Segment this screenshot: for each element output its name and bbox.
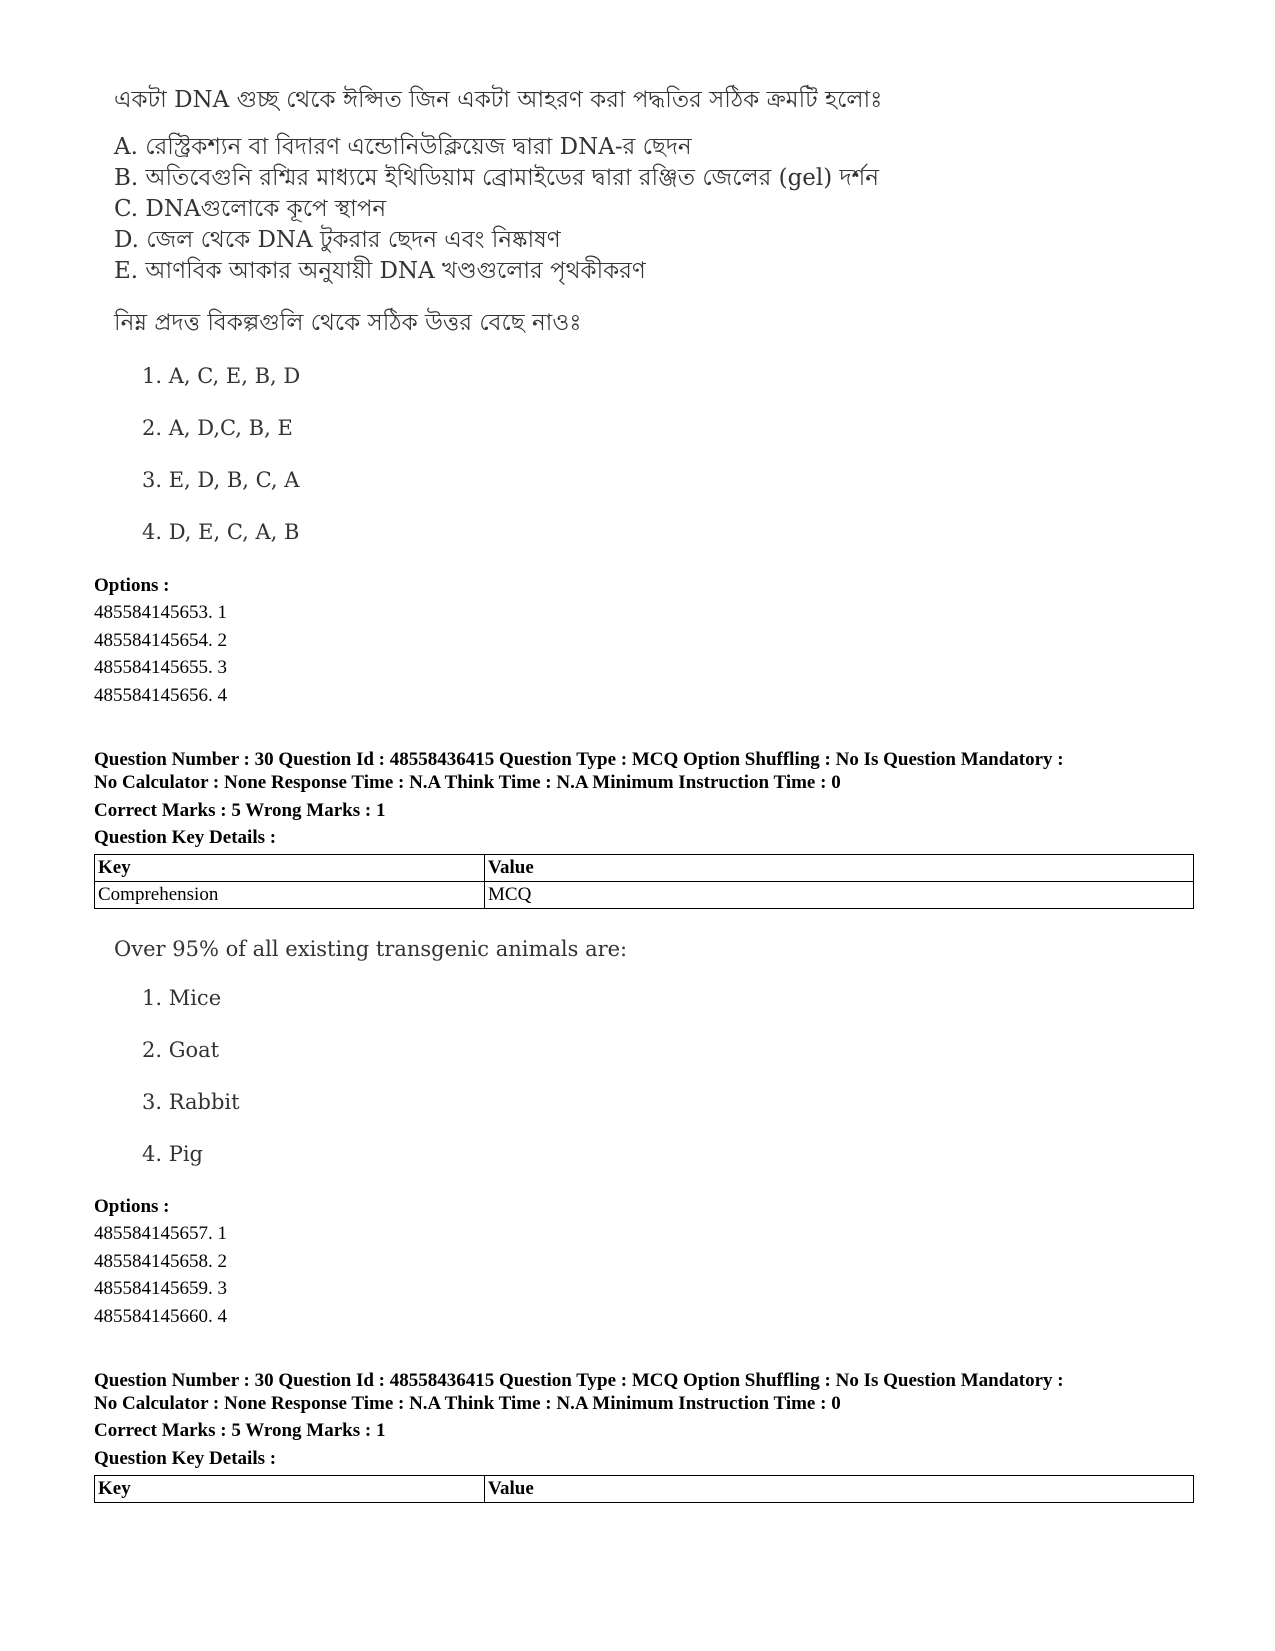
table-cell-key: Comprehension — [95, 882, 485, 909]
table-header-value: Value — [485, 1476, 1194, 1503]
q29-option-1: 485584145653. 1 — [94, 602, 227, 623]
q31-header-line1: Question Number : 30 Question Id : 48558436415 Question Type : MCQ Option Shuffling : No Is Question Mandatory : — [94, 1370, 1064, 1391]
table-header-key: Key — [95, 855, 485, 882]
q30-option-4: 485584145660. 4 — [94, 1306, 227, 1327]
table-header-row — [95, 855, 1194, 882]
q31-key-details-label: Question Key Details : — [94, 1448, 277, 1469]
q29-stem: একটা DNA গুচ্ছ থেকে ঈপ্সিত জিন একটা আহরণ করা পদ্ধতির সঠিক ক্রমটি হলোঃ — [114, 87, 883, 113]
q30-choice-4: 4. Pig — [142, 1142, 204, 1166]
q30-option-1: 485584145657. 1 — [94, 1223, 227, 1244]
q31-header-line2: No Calculator : None Response Time : N.A Think Time : N.A Minimum Instruction Time : 0 — [94, 1393, 841, 1414]
q29-option-3: 485584145655. 3 — [94, 657, 227, 678]
q30-header-line1: Question Number : 30 Question Id : 48558436415 Question Type : MCQ Option Shuffling : No Is Question Mandatory : — [94, 749, 1064, 770]
q29-choice-1: 1. A, C, E, B, D — [142, 364, 301, 388]
q29-choice-3: 3. E, D, B, C, A — [142, 468, 300, 492]
q29-statement-b: B. অতিবেগুনি রশ্মির মাধ্যমে ইথিডিয়াম ব্রোমাইডের দ্বারা রঞ্জিত জেলের (gel) দর্শন — [114, 165, 879, 191]
q31-marks: Correct Marks : 5 Wrong Marks : 1 — [94, 1420, 386, 1441]
q29-options-label: Options : — [94, 575, 170, 596]
q29-question-image — [114, 84, 883, 544]
q30-option-3: 485584145659. 3 — [94, 1278, 227, 1299]
q29-instruction: নিম্ন প্রদত্ত বিকল্পগুলি থেকে সঠিক উত্তর বেছে নাওঃ — [114, 310, 582, 336]
table-header-value: Value — [485, 855, 1194, 882]
table-header-key: Key — [95, 1476, 485, 1503]
q31-key-table — [94, 1475, 1194, 1503]
q30-choice-2: 2. Goat — [142, 1038, 220, 1062]
q30-stem: Over 95% of all existing transgenic animals are: — [114, 937, 628, 961]
q29-option-4: 485584145656. 4 — [94, 685, 227, 706]
table-cell-value: MCQ — [485, 882, 1194, 909]
q29-statement-a: A. রেস্ট্রিকশ্যন বা বিদারণ এন্ডোনিউক্লিয়েজ দ্বারা DNA-র ছেদন — [114, 134, 692, 160]
table-row — [95, 882, 1194, 909]
q29-choice-2: 2. A, D,C, B, E — [142, 416, 293, 440]
q30-key-table — [94, 854, 1194, 909]
q30-choice-3: 3. Rabbit — [142, 1090, 240, 1114]
q29-choice-4: 4. D, E, C, A, B — [142, 520, 300, 544]
q29-option-2: 485584145654. 2 — [94, 630, 227, 651]
q30-marks: Correct Marks : 5 Wrong Marks : 1 — [94, 800, 386, 821]
q30-options-label: Options : — [94, 1196, 170, 1217]
table-header-row — [95, 1476, 1194, 1503]
q30-choice-1: 1. Mice — [142, 986, 222, 1010]
q30-key-details-label: Question Key Details : — [94, 827, 277, 848]
q30-option-2: 485584145658. 2 — [94, 1251, 227, 1272]
q30-question-image — [114, 934, 628, 1166]
q29-statement-c: C. DNAগুলোকে কূপে স্থাপন — [114, 196, 387, 222]
q29-statement-e: E. আণবিক আকার অনুযায়ী DNA খণ্ডগুলোর পৃথকীকরণ — [114, 258, 646, 284]
q29-statement-d: D. জেল থেকে DNA টুকরার ছেদন এবং নিষ্কাষণ — [114, 227, 561, 253]
q30-header-line2: No Calculator : None Response Time : N.A Think Time : N.A Minimum Instruction Time : 0 — [94, 772, 841, 793]
